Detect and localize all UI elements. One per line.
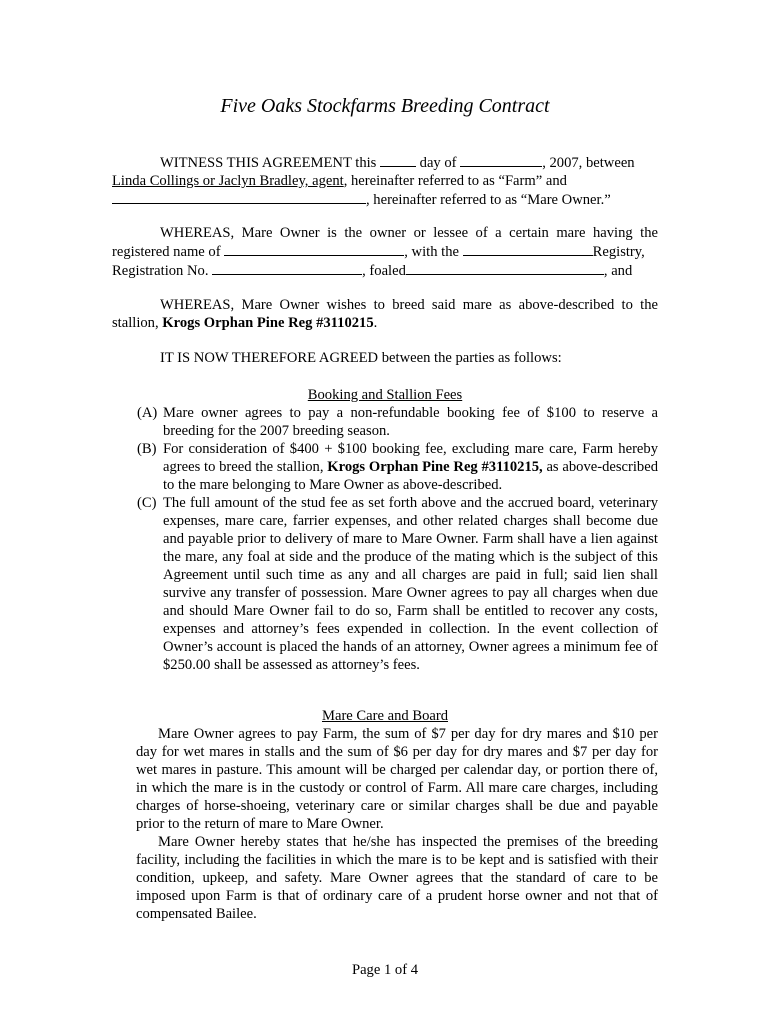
month-blank — [460, 153, 542, 167]
contract-title: Five Oaks Stockfarms Breeding Contract — [220, 95, 550, 117]
list-item-label: (B) — [137, 441, 157, 457]
mare-care-heading-text: Mare Care and Board — [321, 708, 449, 724]
list-item-text: The full amount of the stud fee as set forth above and the accrued board, veterinary expenses, mare care, farrier expenses, and other related charges shall become due and payable prior to delivery of mare to Mare Owner. Farm shall have a lien against the mare, any foal at side and the produce of the mating which is the subject of this Agreement until such time as any and all charges are paid in full; said lien shall survive any transfer of possession. Mare Owner agrees to pay all charges when due and should Mare Owner fail to do so, Farm shall be entitled to recover any costs, expenses and attorney’s fees expended in collection. In the event collection of Owner’s account is placed the hands of an attorney, Owner agrees a minimum fee of $250.00 shall be assessed as attorney’s fees. — [163, 495, 658, 673]
stallion-name: Krogs Orphan Pine Reg #3110215, — [327, 459, 543, 475]
page-number: Page 1 of 4 — [351, 962, 419, 978]
list-item-b — [112, 440, 658, 494]
whereas1-line-1: WHEREAS, Mare Owner is the owner or lessee of a certain mare having the — [160, 225, 658, 241]
registration-no-blank — [212, 261, 362, 275]
witness-text: , hereinafter referred to as “Farm” and — [343, 173, 567, 189]
whereas-text: , foaled — [362, 263, 406, 279]
stallion-name: Krogs Orphan Pine Reg #3110215 — [162, 315, 374, 331]
list-item-a — [112, 404, 658, 440]
witness-text: WITNESS THIS AGREEMENT this — [160, 155, 380, 171]
booking-list — [112, 404, 658, 674]
whereas-text: Registration No. — [112, 263, 213, 279]
witness-text: day of — [416, 155, 461, 171]
witness-line-1 — [112, 153, 658, 172]
foaled-blank — [406, 261, 604, 275]
booking-heading-text: Booking and Stallion Fees — [307, 387, 463, 403]
mare-care-paragraph-2: Mare Owner hereby states that he/she has inspected the premises of the breeding facility, including the facilities in which the mare is to be kept and is satisfied with their condition, upkeep, and safety. Mare Owner agrees that the standard of care to be imposed upon Farm is that of ordinary care of a prudent horse owner and not that of compensated Bailee. — [136, 834, 658, 922]
mare-care-section — [136, 725, 658, 923]
whereas-text: Registry, — [592, 244, 645, 260]
list-item-c — [112, 494, 658, 674]
agreed-text: IT IS NOW THEREFORE AGREED between the parties as follows: — [160, 350, 562, 366]
list-item-text: For consideration of $400 + $100 booking fee, excluding mare care, Farm hereby agrees to breed the stallion, — [163, 441, 658, 475]
whereas-text: . — [373, 315, 378, 331]
booking-heading — [112, 386, 658, 404]
registered-name-blank — [224, 242, 404, 256]
registry-blank — [463, 242, 593, 256]
list-item-text: as above-described to the mare belonging to Mare Owner as above-described. — [163, 459, 658, 493]
list-item-label: (A) — [137, 405, 158, 421]
list-item-label: (C) — [137, 495, 157, 511]
witness-line-2 — [112, 172, 658, 190]
whereas-text: registered name of — [112, 244, 225, 260]
whereas2-line-2 — [112, 314, 658, 332]
mare-owner-blank — [112, 190, 366, 204]
agreed-paragraph — [112, 349, 658, 367]
mare-care-heading — [112, 707, 658, 725]
whereas-text: , with the — [404, 244, 463, 260]
whereas2-line-1: WHEREAS, Mare Owner wishes to breed said mare as above-described to the — [160, 297, 658, 313]
whereas-paragraph-2 — [112, 296, 658, 332]
whereas-text: stallion, — [112, 315, 163, 331]
agent-name: Linda Collings or Jaclyn Bradley, agent — [112, 173, 344, 189]
whereas1-line-3 — [112, 261, 658, 280]
whereas-paragraph-1 — [112, 224, 658, 280]
whereas1-line-2 — [112, 242, 658, 261]
day-blank — [380, 153, 416, 167]
whereas-text: , and — [603, 263, 633, 279]
witness-text: , hereinafter referred to as “Mare Owner.” — [366, 192, 611, 208]
witness-paragraph — [112, 153, 658, 209]
mare-care-paragraph-1: Mare Owner agrees to pay Farm, the sum of $7 per day for dry mares and $10 per day for wet mares in stalls and the sum of $6 per day for dry mares and $7 per day for wet mares in pasture. This amount will be charged per calendar day, or portion there of, in which the mare is in the custody or control of Farm. All mare care charges, including charges of horse-shoeing, veterinary care or similar charges shall be due and payable prior to the return of mare to Mare Owner. — [136, 726, 658, 832]
witness-line-3 — [112, 190, 658, 209]
witness-text: , 2007, between — [542, 155, 635, 171]
list-item-text: Mare owner agrees to pay a non-refundable booking fee of $100 to reserve a breeding for the 2007 breeding season. — [163, 405, 658, 439]
